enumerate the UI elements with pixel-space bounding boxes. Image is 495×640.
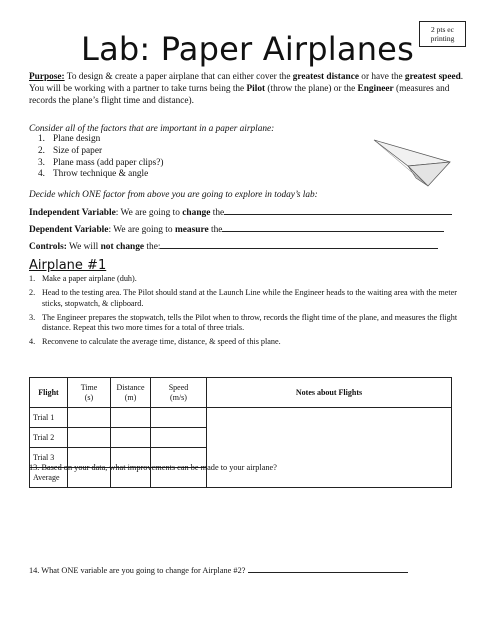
line-text: : We are going to (115, 208, 183, 218)
purpose-text: or have the (358, 72, 405, 82)
list-item (38, 158, 164, 170)
question-13: 13. Based on your data, what improvements can be made to your airplane? (29, 463, 277, 472)
list-item (38, 134, 164, 146)
speed-cell[interactable] (151, 428, 207, 448)
purpose-bold: greatest speed (404, 72, 461, 82)
line-text: the (210, 208, 225, 218)
points-line1: 2 pts ec (431, 25, 454, 34)
speed-cell[interactable] (151, 408, 207, 428)
purpose-paragraph (29, 71, 469, 107)
purpose-text: (measures and records the plane’s flight time and distance). (29, 84, 450, 106)
header-distance-unit: (m) (124, 392, 137, 402)
list-item (29, 313, 474, 334)
notes-cell[interactable] (207, 408, 452, 488)
step-text: The Engineer prepares the stopwatch, tells the Pilot when to throw, records the flight time of the plane, and measures the flight distance. Repeat this two more times for a total of three trials. (42, 312, 458, 333)
list-item (29, 288, 474, 309)
header-speed-label: Speed (168, 382, 189, 392)
points-box (419, 21, 466, 47)
list-number: 2. (38, 145, 45, 156)
row-label: Trial 3 (30, 448, 68, 468)
list-text: Size of paper (53, 145, 103, 156)
points-line2: printing (430, 33, 455, 43)
table-row (30, 408, 452, 428)
line-bold: not change (100, 242, 145, 252)
row-label: Average (30, 468, 68, 488)
purpose-text: . You will be working with a partner to take turns being the (29, 72, 464, 94)
step-text: Reconvene to calculate the average time, distance, & speed of this plane. (42, 337, 281, 347)
step-number: 2. (29, 288, 36, 298)
distance-cell[interactable] (111, 408, 151, 428)
header-distance-label: Distance (116, 382, 145, 392)
header-speed (151, 378, 207, 408)
header-flight: Flight (30, 378, 68, 408)
purpose-bold: greatest distance (292, 72, 359, 82)
list-text: Plane design (53, 134, 101, 144)
paper-airplane-icon (372, 132, 454, 190)
independent-variable-blank[interactable] (224, 206, 452, 215)
controls-blank[interactable] (160, 240, 438, 249)
row-label: Trial 1 (30, 408, 68, 428)
purpose-text: (throw the plane) or the (265, 84, 358, 94)
header-time-unit: (s) (84, 392, 94, 402)
controls-line (29, 240, 438, 253)
line-text: the (208, 225, 223, 235)
table-header-row (30, 378, 452, 408)
header-distance (111, 378, 151, 408)
list-number: 1. (38, 134, 45, 144)
distance-cell[interactable] (111, 428, 151, 448)
purpose-label: Purpose: (29, 72, 65, 82)
independent-variable-line (29, 206, 452, 219)
list-number: 4. (38, 169, 45, 180)
header-time (68, 378, 111, 408)
purpose-text: To design & create a paper airplane that can either cover the (64, 72, 293, 82)
list-text: Throw technique & angle (53, 169, 149, 180)
dependent-variable-label: Dependent Variable (29, 225, 109, 235)
independent-variable-label: Independent Variable (29, 208, 116, 218)
list-text: Plane mass (add paper clips?) (53, 157, 164, 168)
header-time-label: Time (80, 382, 98, 392)
purpose-bold: Engineer (357, 84, 394, 94)
question-14 (29, 564, 408, 576)
step-number: 3. (29, 312, 36, 322)
line-text: the: (144, 242, 161, 252)
purpose-bold: Pilot (246, 84, 266, 94)
question-14-text: 14. What ONE variable are you going to change for Airplane #2? (29, 566, 246, 575)
step-number: 1. (29, 274, 36, 283)
question-14-blank[interactable] (248, 564, 408, 573)
list-item (29, 274, 474, 285)
list-item (38, 146, 164, 158)
controls-label: Controls: (29, 242, 67, 252)
row-label: Trial 2 (30, 428, 68, 448)
factor-list (38, 134, 164, 181)
step-text: Head to the testing area. The Pilot should stand at the Launch Line while the Engineer heads to the waiting area with the meter sticks, stopwatch, & clipboard. (42, 288, 458, 308)
header-notes: Notes about Flights (207, 378, 452, 408)
time-cell[interactable] (68, 428, 111, 448)
page-title: Lab: Paper Airplanes (81, 30, 414, 68)
list-item (29, 337, 474, 348)
header-speed-unit: (m/s) (170, 392, 187, 402)
dependent-variable-line (29, 223, 444, 236)
line-bold: change (182, 208, 211, 218)
line-text: : We are going to (108, 225, 175, 235)
step-text: Make a paper airplane (duh). (42, 274, 137, 283)
line-text: We will (66, 242, 101, 252)
section-heading: Airplane #1 (29, 258, 107, 273)
consider-prompt: Consider all of the factors that are important in a paper airplane: (29, 124, 275, 134)
decide-prompt: Decide which ONE factor from above you are going to explore in today’s lab: (29, 190, 318, 200)
list-number: 3. (38, 157, 45, 168)
step-number: 4. (29, 337, 36, 347)
dependent-variable-blank[interactable] (222, 223, 444, 232)
line-bold: measure (174, 225, 209, 235)
time-cell[interactable] (68, 408, 111, 428)
list-item (38, 169, 164, 181)
procedure-steps (29, 274, 474, 352)
